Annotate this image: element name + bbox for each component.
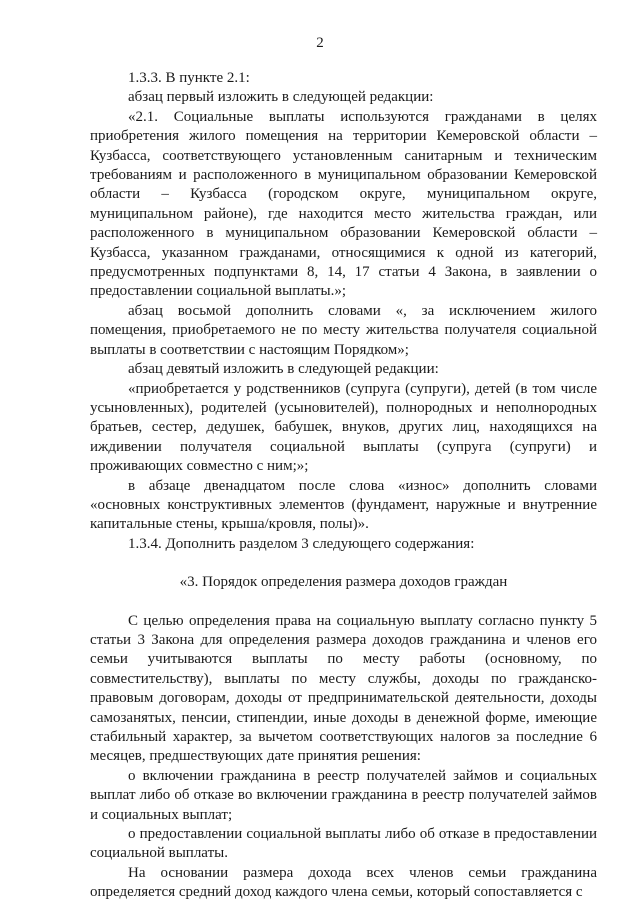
paragraph-ninth-abzac-text: «приобретается у родственников (супруга (супруги), детей (в том числе усыновленных), родителей (усыновителей), полнородных и неполнородных братьев, сестер, дедушек, бабушек, внуков, других лиц, находящихся на иждивении получателя социальной выплаты (супруга (супруги) и проживающих совместно с ним;»; (90, 380, 597, 475)
paragraph-first-abzac-instruction: абзац первый изложить в следующей редакции: (128, 89, 434, 106)
page-number: 2 (316, 35, 324, 51)
paragraph-2-1-text: «2.1. Социальные выплаты используются гражданами в целях приобретения жилого помещения на территории Кемеровской области – Кузбасса, соответствующего установленным санитарным и техническим требованиям и расположенного в муниципальном образовании Кемеровской области – Кузбасса (городском округе, муниципальном округе, муниципальном районе), где находится место жительства граждан, или расположенного в муниципальном образовании Кемеровской области – Кузбасса, указанном гражданами, относящимися к одной из категорий, предусмотренных подпунктами 8, 14, 17 статьи 4 Закона, в заявлении о предоставлении социальной выплаты.»; (90, 108, 597, 300)
paragraph-eighth-abzac: абзац восьмой дополнить словами «, за исключением жилого помещения, приобретаемого не по месту жительства получателя социальной выплаты в соответствии с настоящим Порядком»; (90, 302, 597, 358)
paragraph-ninth-abzac-instruction: абзац девятый изложить в следующей редакции: (128, 361, 439, 378)
section-paragraph-income: С целью определения права на социальную выплату согласно пункту 5 статьи 3 Закона для определения размера доходов гражданина и членов его семьи учитываются выплаты по месту работы (основному, по совместительству), выплаты по месту службы, доходы по гражданско-правовым договорам, доходы от предпринимательской деятельности, доходы самозанятых, пенсии, стипендии, иные доходы в денежной форме, имеющие стабильный характер, за вычетом соответствующих налогов за последние 6 месяцев, предшествующих дате принятия решения: (90, 612, 597, 765)
paragraph-1-3-4: 1.3.4. Дополнить разделом 3 следующего содержания: (128, 535, 475, 552)
section-paragraph-average-income: На основании размера дохода всех членов семьи гражданина определяется средний доход каждого члена семьи, который сопоставляется с (90, 864, 597, 901)
section-3-heading: «3. Порядок определения размера доходов граждан (179, 574, 508, 591)
paragraph-twelfth-abzac: в абзаце двенадцатом после слова «износ» дополнить словами «основных конструктивных элементов (фундамент, наружные и внутренние капитальные стены, крыша/кровля, полы)». (90, 477, 597, 533)
paragraph-1-3-3: 1.3.3. В пункте 2.1: (128, 70, 250, 86)
section-paragraph-registry: о включении гражданина в реестр получателей займов и социальных выплат либо об отказе во включении гражданина в реестр получателей займов и социальных выплат; (90, 767, 597, 823)
section-paragraph-payment: о предоставлении социальной выплаты либо об отказе в предоставлении социальной выплаты. (90, 826, 597, 862)
document-body (90, 69, 597, 903)
